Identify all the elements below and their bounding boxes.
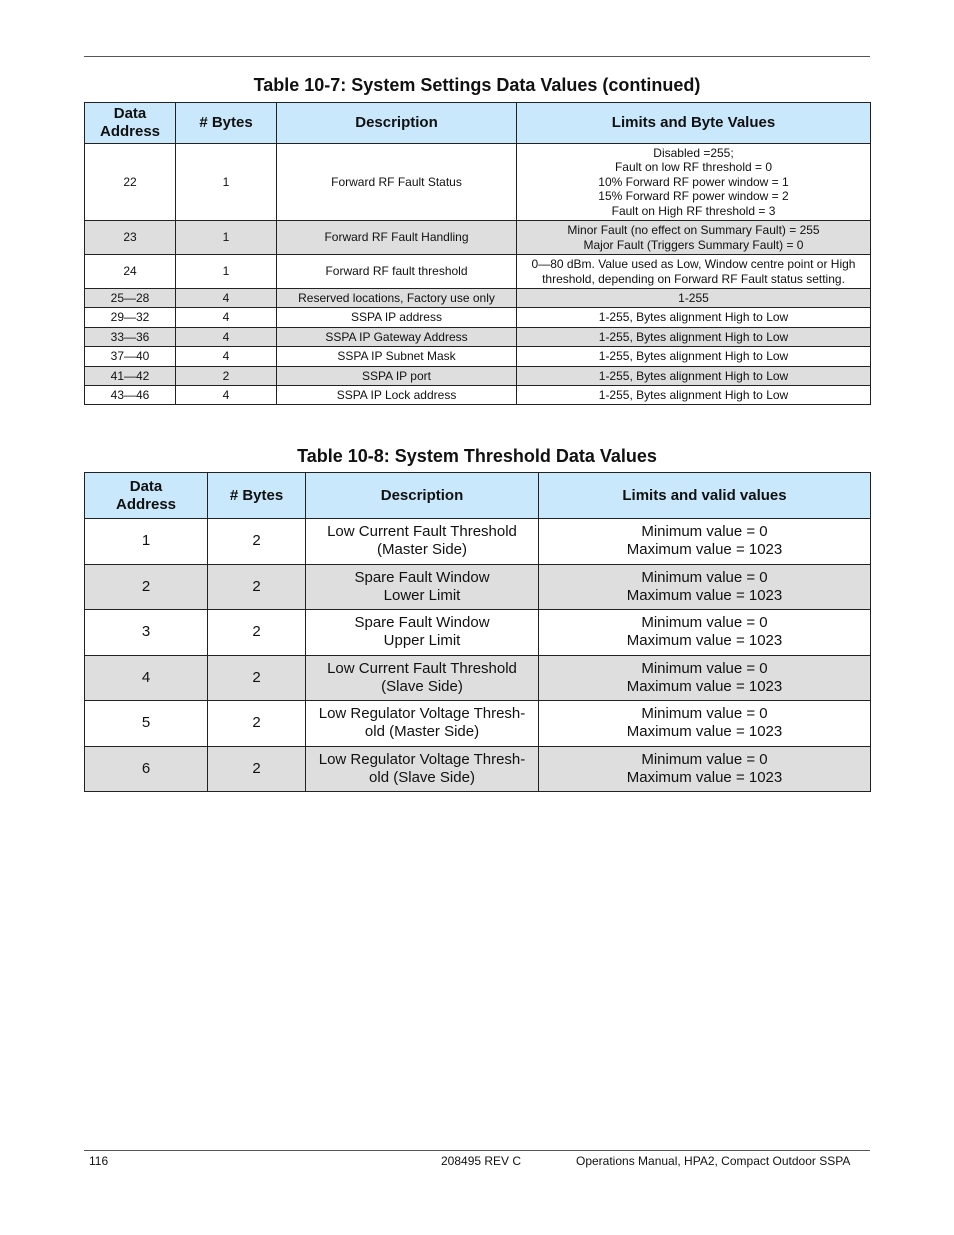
cell-description: SSPA IP Subnet Mask [277,347,517,366]
cell-bytes: 2 [208,519,306,565]
description-line: old (Slave Side) [369,768,475,786]
document-number: 208495 REV C [441,1154,522,1168]
table-row [85,255,871,289]
table-row [85,564,871,610]
page-number: 116 [89,1154,109,1168]
limit-line: Maximum value = 1023 [626,541,783,559]
cell-limits: 1-255, Bytes alignment High to Low [517,347,871,366]
cell-description [306,564,539,610]
cell-limits [539,701,871,747]
cell-limits: 1-255, Bytes alignment High to Low [517,385,871,404]
cell-limits [539,746,871,792]
table-row [85,221,871,255]
limit-line: threshold, depending on Forward RF Fault status setting. [542,271,845,286]
cell-address: 41—42 [85,366,176,385]
cell-address: 37—40 [85,347,176,366]
cell-address: 3 [85,610,208,656]
limit-line: Disabled =255; [653,145,734,160]
table-row [85,385,871,404]
description-line: Low Current Fault Threshold [327,523,517,541]
footer-rule [84,1150,870,1151]
cell-bytes: 2 [208,610,306,656]
description-line: Low Current Fault Threshold [327,659,517,677]
cell-bytes: 4 [176,327,277,346]
limit-line: Fault on low RF threshold = 0 [614,160,773,175]
table-caption: Table 10-7: System Settings Data Values (continued) [253,75,701,95]
cell-limits [539,655,871,701]
table-row [85,701,871,747]
cell-limits [517,144,871,221]
cell-limits: 1-255, Bytes alignment High to Low [517,308,871,327]
cell-address: 25—28 [85,289,176,308]
cell-description: SSPA IP Lock address [277,385,517,404]
table-row [85,519,871,565]
cell-bytes: 1 [176,255,277,289]
cell-bytes: 2 [208,746,306,792]
description-line: Low Regulator Voltage Thresh- [318,705,526,723]
description-line: Upper Limit [383,632,461,650]
limit-line: Maximum value = 1023 [626,632,783,650]
table-header-row [85,103,871,144]
limit-line: Maximum value = 1023 [626,768,783,786]
cell-description [306,655,539,701]
cell-bytes: 2 [208,564,306,610]
cell-address: 23 [85,221,176,255]
system-threshold-table [84,472,871,792]
limit-line: Minimum value = 0 [641,568,768,586]
top-rule [84,56,870,57]
cell-address: 29—32 [85,308,176,327]
cell-address: 5 [85,701,208,747]
cell-bytes: 2 [208,655,306,701]
limit-line: Fault on High RF threshold = 3 [611,203,776,218]
limit-line: Minimum value = 0 [641,705,768,723]
cell-description: SSPA IP Gateway Address [277,327,517,346]
header-limits: Limits and valid values [539,473,871,519]
header-limits: Limits and Byte Values [517,103,871,144]
cell-bytes: 4 [176,289,277,308]
cell-bytes: 4 [176,308,277,327]
description-line: (Slave Side) [381,677,463,695]
cell-description: SSPA IP address [277,308,517,327]
table-row [85,289,871,308]
cell-description: Forward RF Fault Handling [277,221,517,255]
cell-bytes: 4 [176,347,277,366]
limit-line: Maximum value = 1023 [626,677,783,695]
cell-address: 2 [85,564,208,610]
limit-line: Major Fault (Triggers Summary Fault) = 0 [583,237,804,252]
description-line: old (Master Side) [364,723,480,741]
table-row [85,610,871,656]
cell-description: Forward RF fault threshold [277,255,517,289]
cell-address: 6 [85,746,208,792]
table-row [85,327,871,346]
limit-line: Maximum value = 1023 [626,723,783,741]
cell-limits: 1-255, Bytes alignment High to Low [517,366,871,385]
cell-address: 1 [85,519,208,565]
header-data-address: Data Address [85,103,176,144]
description-line: Lower Limit [383,586,461,604]
manual-title: Operations Manual, HPA2, Compact Outdoor SSPA [576,1154,851,1168]
cell-limits: 1-255 [517,289,871,308]
description-line: (Master Side) [376,541,468,559]
limit-line: 10% Forward RF power window = 1 [598,174,789,189]
cell-description: SSPA IP port [277,366,517,385]
table-row [85,746,871,792]
cell-limits [539,610,871,656]
description-line: Low Regulator Voltage Thresh- [318,750,526,768]
cell-address: 4 [85,655,208,701]
cell-limits [517,221,871,255]
limit-line: 0—80 dBm. Value used as Low, Window centre point or High [531,257,856,271]
description-line: Spare Fault Window [354,614,490,632]
cell-limits [539,564,871,610]
limit-line: 15% Forward RF power window = 2 [598,189,789,204]
cell-address: 22 [85,144,176,221]
cell-address: 33—36 [85,327,176,346]
table-row [85,144,871,221]
cell-limits [517,255,871,289]
limit-line: Minor Fault (no effect on Summary Fault) = 255 [567,223,820,237]
header-description: Description [306,473,539,519]
limit-line: Maximum value = 1023 [626,586,783,604]
limit-line: Minimum value = 0 [641,614,768,632]
cell-bytes: 1 [176,221,277,255]
limit-line: Minimum value = 0 [641,659,768,677]
cell-description [306,701,539,747]
table-row [85,347,871,366]
limit-line: Minimum value = 0 [641,750,768,768]
table-caption: Table 10-8: System Threshold Data Values [297,446,657,466]
cell-address: 43—46 [85,385,176,404]
cell-address: 24 [85,255,176,289]
table-header-row [85,473,871,519]
header-data-address: Data Address [85,473,208,519]
table-row [85,655,871,701]
table-row [85,308,871,327]
cell-description [306,519,539,565]
description-line: Spare Fault Window [354,568,490,586]
header-bytes: # Bytes [208,473,306,519]
cell-limits: 1-255, Bytes alignment High to Low [517,327,871,346]
header-description: Description [277,103,517,144]
cell-description [306,610,539,656]
cell-bytes: 2 [208,701,306,747]
cell-bytes: 4 [176,385,277,404]
limit-line: Minimum value = 0 [641,523,768,541]
cell-limits [539,519,871,565]
table-row [85,366,871,385]
cell-description: Reserved locations, Factory use only [277,289,517,308]
cell-bytes: 1 [176,144,277,221]
system-settings-table [84,102,871,405]
cell-description [306,746,539,792]
cell-bytes: 2 [176,366,277,385]
cell-description: Forward RF Fault Status [277,144,517,221]
header-bytes: # Bytes [176,103,277,144]
